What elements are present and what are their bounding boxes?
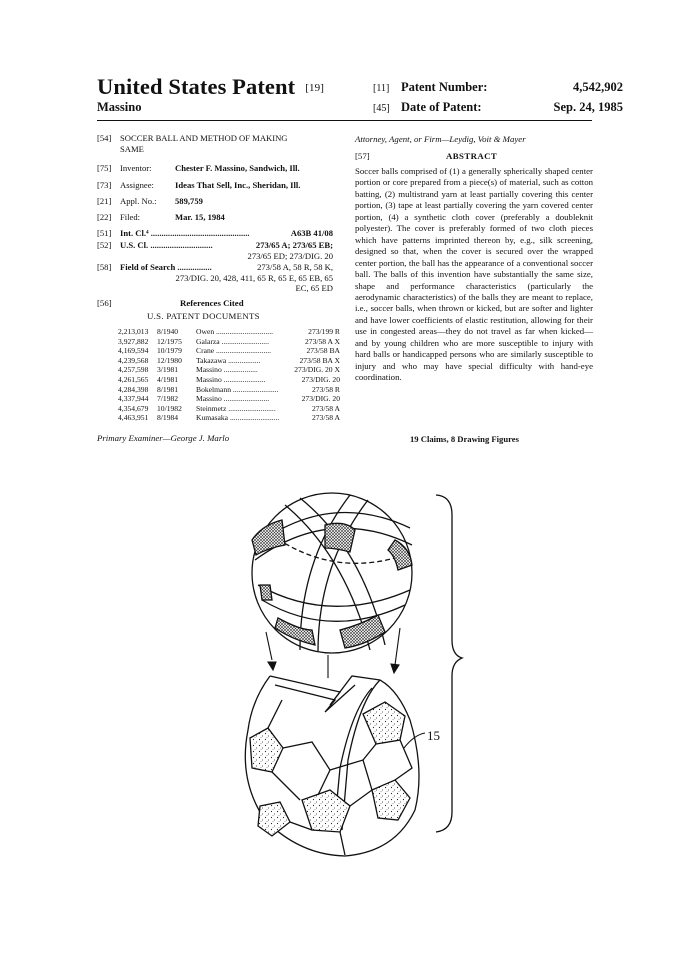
uscl-value: 273/65 A; 273/65 EB; 273/65 ED; 273/DIG. 20: [247, 240, 333, 261]
reference-number: 4,261,565: [118, 375, 149, 384]
appl-value: 589,759: [175, 196, 203, 206]
reference-name: Owen ..............................: [196, 327, 273, 336]
title-code: [19]: [305, 82, 324, 94]
soccer-ball-cover: [245, 676, 419, 856]
reference-number: 4,169,594: [118, 346, 149, 356]
reference-date: 10/1982: [157, 403, 182, 413]
reference-name: Bokelmann ........................: [196, 384, 279, 394]
reference-date: 12/1980: [157, 355, 182, 365]
biblio-uscl: [52] U.S. Cl. ............................. 273/65 A; 273/65 EB; 273/65 ED; 273/DIG. 20: [97, 240, 333, 261]
reference-date: 7/1982: [157, 394, 179, 404]
reference-cls: 273/58 BA X: [299, 355, 340, 365]
assignee-value: Ideas That Sell, Inc., Sheridan, Ill.: [175, 180, 301, 190]
reference-date: 3/1981: [157, 365, 179, 375]
reference-numeral: 15: [427, 728, 440, 743]
wrapped-core: [252, 493, 412, 653]
reference-name: Massino ..................: [196, 365, 258, 375]
inventor-surname: Massino: [97, 100, 142, 114]
reference-name: Takazawa .................: [196, 355, 261, 365]
invention-title-line2: SAME: [120, 143, 144, 154]
reference-date: 8/1981: [157, 384, 179, 394]
reference-number: 4,239,568: [118, 355, 149, 365]
reference-cls: 273/58 A X: [304, 336, 340, 346]
date-label: Date of Patent:: [401, 100, 482, 114]
reference-date: 8/1984: [157, 413, 179, 423]
reference-number: 4,284,398: [118, 384, 149, 394]
field-label: Field of Search ................: [120, 262, 212, 272]
reference-number: 2,213,013: [118, 327, 149, 336]
patent-number-label: Patent Number:: [401, 80, 488, 94]
reference-name: Massino ........................: [196, 394, 270, 404]
figure-bracket: [436, 495, 462, 832]
references-heading: [56] References Cited: [97, 298, 244, 308]
reference-date: 10/1979: [157, 346, 182, 356]
reference-name: Galarza .........................: [196, 336, 269, 346]
reference-number: 4,354,679: [118, 403, 149, 413]
reference-name: Kumasaka ..........................: [196, 413, 280, 423]
intcl-label: Int. Cl.⁴ ..............................................: [120, 228, 250, 238]
attorney: Attorney, Agent, or Firm—Leydig, Voit & Mayer: [355, 134, 526, 144]
patent-date: Sep. 24, 1985: [553, 100, 623, 114]
reference-cls: 273/58 A: [311, 413, 340, 423]
reference-number: 4,337,944: [118, 394, 149, 404]
uscl-label: U.S. Cl. .............................: [120, 240, 213, 250]
reference-cls: 273/58 A: [311, 403, 340, 413]
reference-date: 8/1940: [157, 327, 179, 336]
claims-summary: 19 Claims, 8 Drawing Figures: [410, 434, 519, 444]
reference-number: 4,463,951: [118, 413, 149, 423]
reference-cls: 273/58 BA: [306, 346, 340, 356]
abstract-title: ABSTRACT: [446, 151, 498, 161]
reference-name: Crane .............................: [196, 346, 272, 356]
reference-cls: 273/DIG. 20 X: [294, 365, 340, 375]
abstract-text: Soccer balls comprised of (1) a generally spherically shaped center portion or core prepared from a piece(s) of material, such as cotton batting, (2) multistrand yarn at least partially covering this center portion, (3) tape at least partially covering the yarn covered center portion, (4) a synthetic cloth cover (preferably a doubleknit polyester). The cover is preferably formed of two cloth pieces which have patterns imprinted thereon by, e.g., silk screening, designed so that, when the cover is secured over the wrapped center portion, the ball has the appearance of a conventional soccer ball. The balls of this invention have substantially the same size, shape and performance characteristics (particularly the aerodynamic characteristics) of the balls they are meant to replace, i.e., soccer balls, when thrown or kicked, but are softer and lighter and have lower coefficients of elastic restitution, allowing for their use in congested areas—they do not travel as far when kicked—and by young children who are more susceptible to injury with hard balls or handicapped persons who are similarly susceptible to injury and who may have special difficulty with hand-eye coordination.: [355, 166, 593, 383]
abstract-code: [57]: [355, 151, 370, 161]
patent-title: United States Patent [19]: [97, 74, 324, 99]
biblio-field: [58] Field of Search ................ 273/58 A, 58 R, 58 K, 273/DIG. 20, 428, 411, 65 R, 65 E, 65 EB, 65 EC, 65 ED: [97, 262, 333, 293]
inventor-value: Chester F. Massino, Sandwich, Ill.: [175, 163, 300, 173]
reference-date: 4/1981: [157, 375, 179, 384]
reference-cls: 273/DIG. 20: [301, 394, 340, 404]
reference-cls: 273/199 R: [308, 327, 340, 336]
reference-name: Massino ......................: [196, 375, 266, 384]
intcl-value: A63B 41/08: [290, 228, 333, 238]
primary-examiner: Primary Examiner—George J. Marlo: [97, 433, 230, 443]
date-code: [45]: [373, 103, 390, 114]
reference-number: 4,257,598: [118, 365, 149, 375]
invention-title-line1: SOCCER BALL AND METHOD OF MAKING: [120, 133, 288, 143]
reference-date: 12/1975: [157, 336, 182, 346]
references-subheading: U.S. PATENT DOCUMENTS: [147, 311, 260, 321]
patent-number-code: [11]: [373, 83, 390, 94]
filed-value: Mar. 15, 1984: [175, 212, 225, 222]
reference-cls: 273/DIG. 20: [301, 375, 340, 384]
reference-name: Steinmetz .........................: [196, 403, 276, 413]
patent-number: 4,542,902: [573, 80, 623, 94]
reference-cls: 273/58 R: [311, 384, 340, 394]
reference-number: 3,927,882: [118, 336, 149, 346]
field-value: 273/58 A, 58 R, 58 K, 273/DIG. 20, 428, 411, 65 R, 65 E, 65 EB, 65 EC, 65 ED: [175, 262, 333, 293]
